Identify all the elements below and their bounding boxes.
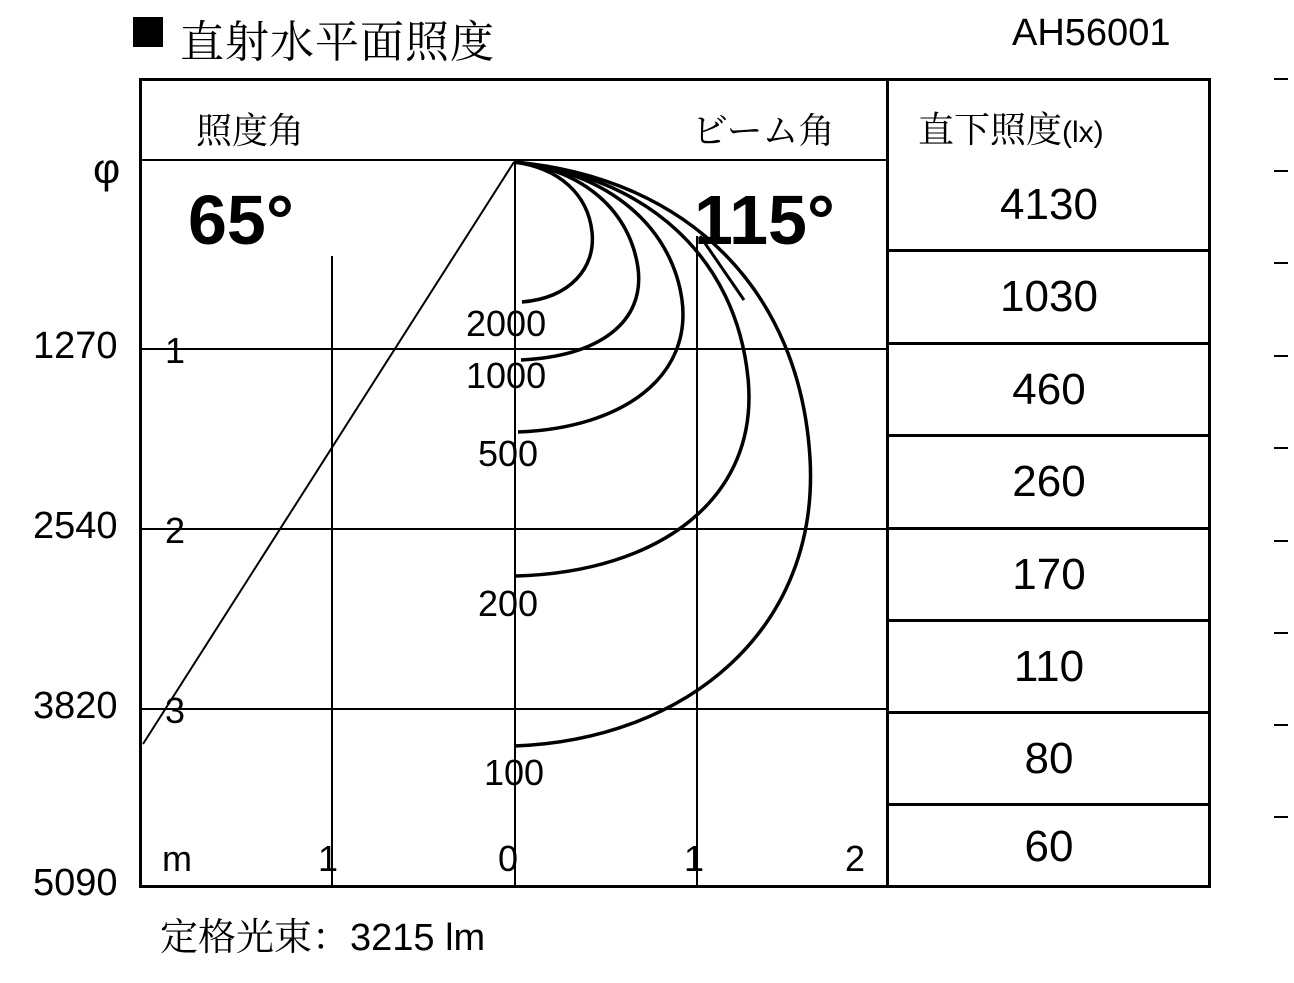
table-cell-value: 170 bbox=[1012, 549, 1086, 599]
table-header-main: 直下照度 bbox=[918, 109, 1063, 150]
contour-100 bbox=[514, 162, 811, 746]
depth-label-2: 2 bbox=[165, 510, 186, 551]
contour-label-2000: 2000 bbox=[466, 303, 547, 344]
table-cell-value: 460 bbox=[1012, 364, 1086, 414]
contour-200 bbox=[514, 162, 749, 576]
beam-angle-value: 115° bbox=[694, 181, 835, 259]
x-tick-plus1: 1 bbox=[684, 838, 705, 879]
rated-flux-note: 定格光束：3215 lm bbox=[160, 917, 486, 959]
product-code: AH56001 bbox=[1012, 12, 1171, 54]
contour-label-100: 100 bbox=[484, 752, 545, 793]
table-row bbox=[889, 622, 1209, 714]
left-scale-value-4: 5090 bbox=[33, 862, 118, 904]
left-scale-value-3: 3820 bbox=[33, 685, 118, 727]
table-header-unit: (lx) bbox=[1062, 116, 1104, 149]
table-cell-value: 1030 bbox=[1000, 272, 1098, 321]
illuminance-angle-value: 65° bbox=[188, 181, 294, 259]
contour-label-1000: 1000 bbox=[466, 355, 547, 396]
table-cell-value: 4130 bbox=[1000, 179, 1098, 229]
x-tick-0: 0 bbox=[498, 838, 519, 879]
table-row bbox=[889, 530, 1209, 622]
table-row bbox=[889, 345, 1209, 437]
depth-label-3: 3 bbox=[165, 690, 186, 731]
contour-label-500: 500 bbox=[478, 433, 539, 474]
depth-label-1: 1 bbox=[165, 330, 186, 371]
x-tick-minus1: 1 bbox=[318, 838, 339, 879]
page-title: 直射水平面照度 bbox=[180, 18, 495, 67]
table-row bbox=[889, 806, 1209, 888]
table-cell-value: 60 bbox=[1024, 822, 1074, 871]
illuminance-angle-label: 照度角 bbox=[196, 110, 305, 151]
table-row bbox=[889, 714, 1209, 806]
table-row bbox=[889, 160, 1209, 252]
contour-label-200: 200 bbox=[478, 583, 539, 624]
left-scale-value-1: 1270 bbox=[33, 325, 118, 367]
left-scale-value-2: 2540 bbox=[33, 505, 118, 547]
x-tick-plus2: 2 bbox=[845, 838, 866, 879]
axis-unit-label: m bbox=[162, 838, 192, 879]
table-cell-value: 260 bbox=[1012, 457, 1086, 506]
table-cell-value: 80 bbox=[1024, 733, 1074, 783]
illuminance-table bbox=[889, 160, 1209, 888]
phi-symbol: φ bbox=[93, 145, 121, 192]
illuminance-angle-ray bbox=[143, 162, 514, 744]
table-row bbox=[889, 252, 1209, 345]
table-cell-value: 110 bbox=[1013, 641, 1085, 691]
beam-angle-label: ビーム角 bbox=[692, 110, 835, 151]
table-row bbox=[889, 437, 1209, 530]
